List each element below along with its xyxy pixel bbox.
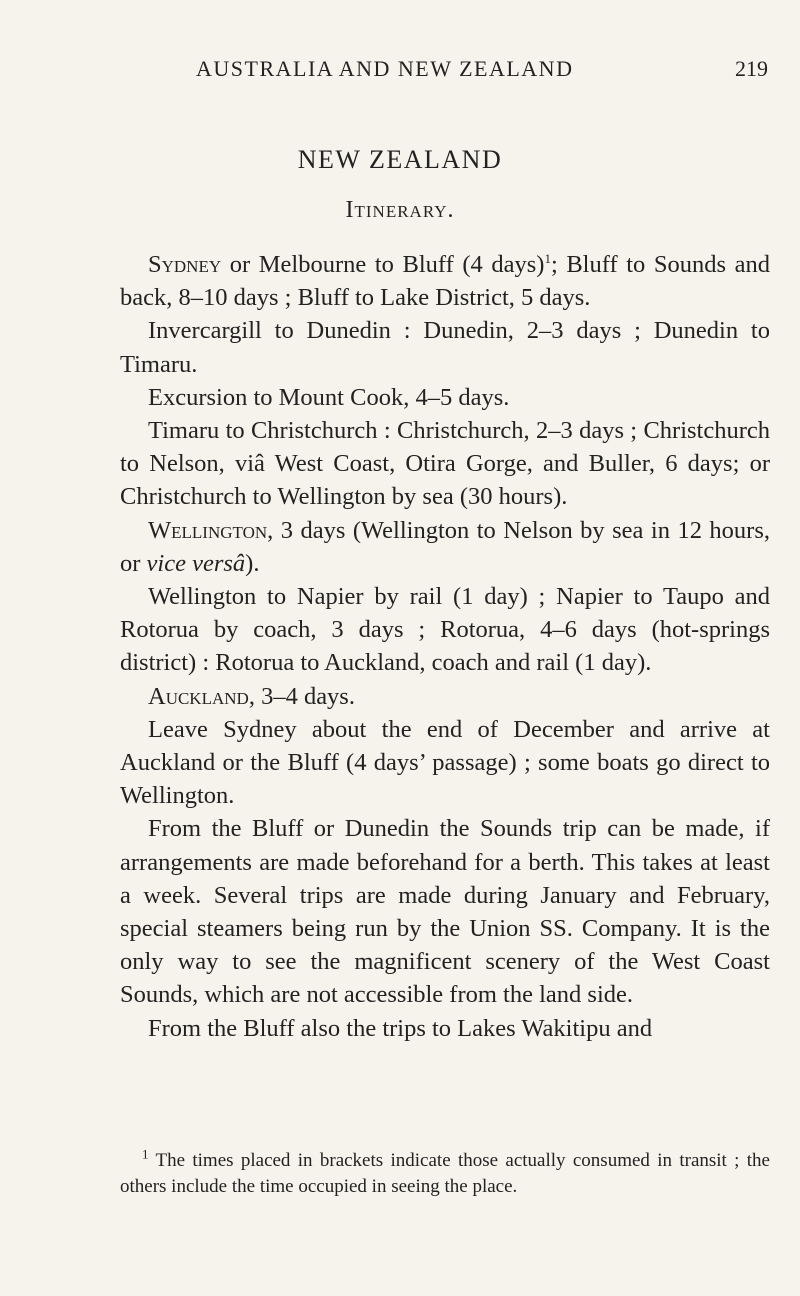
paragraph-timaru (120, 414, 770, 514)
running-title: AUSTRALIA AND NEW ZEALAND (196, 56, 574, 81)
paragraph-sounds-trip (120, 812, 770, 1011)
footnote-paragraph (120, 1148, 770, 1200)
paragraph-italic: vice versâ (146, 549, 246, 577)
footnote (120, 1148, 770, 1200)
paragraph-text: Excursion to Mount Cook, 4–5 days. (148, 383, 510, 411)
paragraph-napier (120, 580, 770, 680)
paragraph-lead: Auckland (148, 682, 249, 710)
paragraph-lead: Sydney (148, 251, 222, 278)
paragraph-rest: ; Bluff to Sounds and back, 8–10 days ; Bluff to Lake District, 5 days. (120, 251, 771, 312)
paragraph-text: From the Bluff also the trips to Lakes Wakitipu and (148, 1014, 653, 1042)
section-subtitle: Itinerary. (345, 197, 455, 223)
paragraph-text: , 3 days (Wellington to Nelson by sea in 12 hours, or (120, 516, 770, 577)
paragraph-wakitipu (120, 1012, 770, 1045)
paragraph-text: From the Bluff or Dunedin the Sounds trip can be made, if arrangements are made beforehand for a berth. This takes at least a week. Several trips are made during January and February, special steamers being run by the Union SS. Company. It is the only way to see the magnificent scenery of the West Coast Sounds, which are not accessible from the land side. (120, 815, 770, 1009)
paragraph-mount-cook (120, 381, 770, 414)
running-head (196, 56, 768, 86)
footnote-ref: 1 (544, 250, 551, 266)
paragraph-text: Timaru to Christchurch : Christchurch, 2–3 days ; Christchurch to Nelson, viâ West Coast, Otira Gorge, and Buller, 6 days; or Christchurch to Wellington by sea (30 hours). (120, 417, 770, 511)
paragraph-sydney (120, 248, 770, 314)
paragraph-text: , 3–4 days. (248, 682, 355, 710)
paragraph-invercargill (120, 314, 770, 380)
footnote-text: The times placed in brackets indicate those actually consumed in transit ; the others include the time occupied in seeing the place. (120, 1150, 770, 1197)
section-title: NEW ZEALAND (297, 145, 503, 174)
paragraph-text: Invercargill to Dunedin : Dunedin, 2–3 days ; Dunedin to Timaru. (120, 317, 770, 378)
paragraph-lead: Wellington (148, 516, 268, 544)
paragraph-rest: ). (245, 549, 260, 577)
paragraph-auckland (120, 680, 770, 713)
paragraph-text: Wellington to Napier by rail (1 day) ; Napier to Taupo and Rotorua by coach, 3 days ; Rotorua, 4–6 days (hot-springs district) : Rotorua to Auckland, coach and rail (1 day). (120, 583, 770, 677)
paragraph-leave-sydney (120, 713, 770, 813)
footnote-marker: 1 (142, 1146, 149, 1162)
paragraph-text: or Melbourne to Bluff (4 days) (221, 251, 545, 278)
paragraph-text: Leave Sydney about the end of December and arrive at Auckland or the Bluff (4 days’ passage) ; some boats go direct to Wellington. (120, 715, 770, 810)
paragraph-wellington (120, 514, 770, 580)
page-number: 219 (735, 56, 768, 81)
body-text (120, 248, 770, 1045)
